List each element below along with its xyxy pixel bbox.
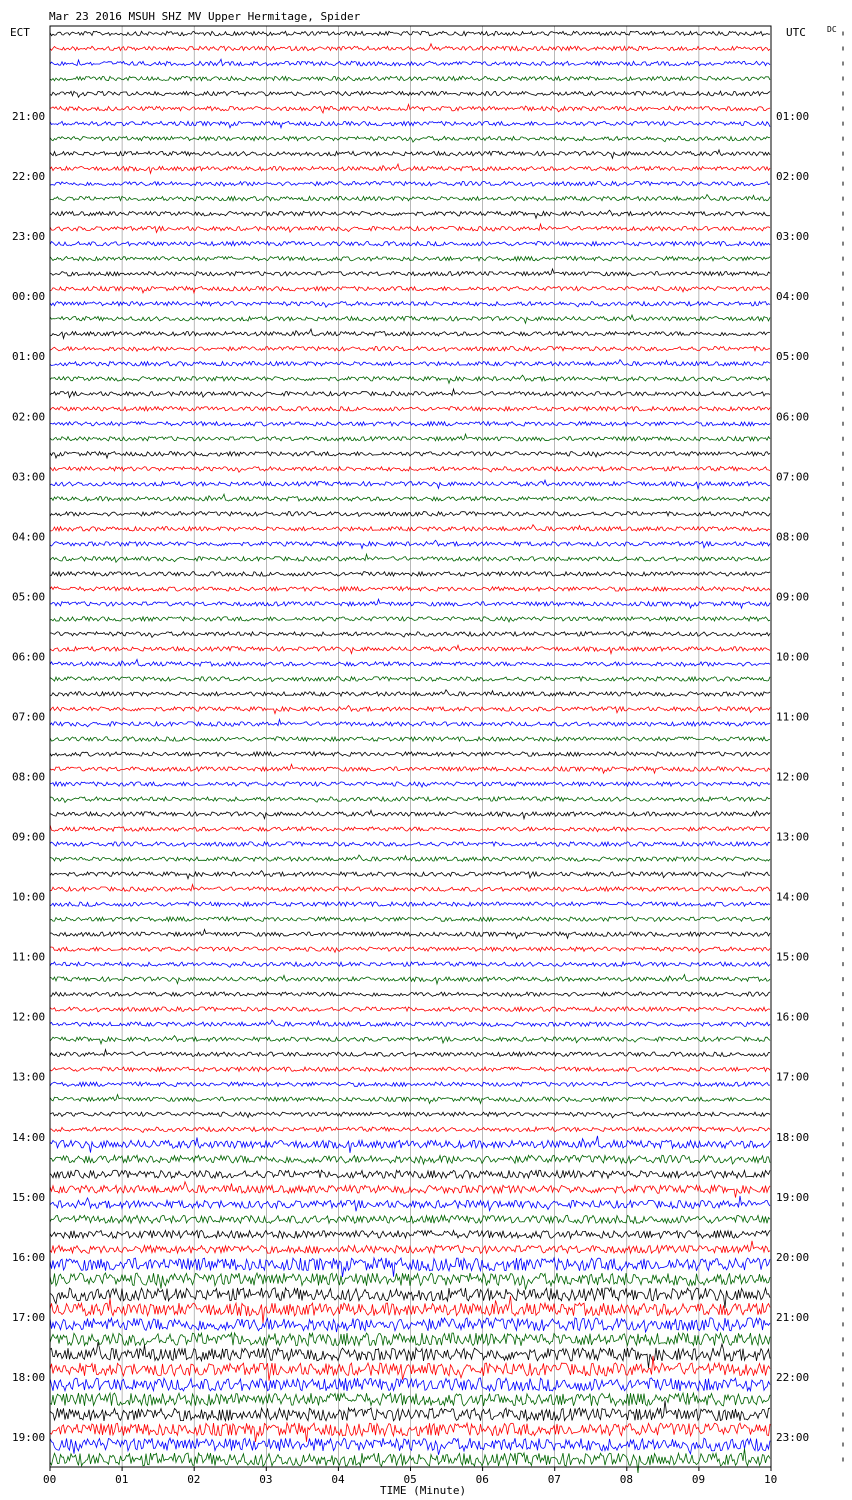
right-hour-label: 03:00 xyxy=(776,230,810,244)
trace-line xyxy=(50,764,770,773)
trace-line xyxy=(50,315,770,323)
x-tick-label: 07 xyxy=(547,1473,561,1486)
trace-line xyxy=(50,825,770,832)
right-hour-label: 19:00 xyxy=(776,1190,810,1204)
left-hour-label: 13:00 xyxy=(12,1070,46,1084)
trace-line xyxy=(50,181,770,186)
trace-line xyxy=(50,645,770,653)
x-tick-label: 06 xyxy=(475,1473,489,1486)
right-hour-label: 22:00 xyxy=(776,1370,810,1384)
right-hour-label: 04:00 xyxy=(776,290,810,304)
right-hour-label: 06:00 xyxy=(776,410,810,424)
x-axis-label: TIME (Minute) xyxy=(380,1484,467,1497)
right-hour-label: 01:00 xyxy=(776,110,810,124)
left-hour-label: 16:00 xyxy=(12,1250,46,1264)
trace-line xyxy=(50,467,770,473)
trace-line xyxy=(50,842,770,847)
trace-line xyxy=(50,1136,770,1153)
trace-line xyxy=(50,690,770,696)
trace-line xyxy=(50,632,770,638)
trace-line xyxy=(50,871,770,879)
trace-line xyxy=(50,375,770,383)
trace-line xyxy=(50,434,770,441)
trace-line xyxy=(50,1393,770,1406)
trace-line xyxy=(50,136,770,142)
right-hour-label: 02:00 xyxy=(776,170,810,184)
trace-line xyxy=(50,885,770,892)
trace-line xyxy=(50,1241,770,1254)
right-hour-label: 15:00 xyxy=(776,950,810,964)
left-hour-label: 15:00 xyxy=(12,1190,46,1204)
right-hour-label: 18:00 xyxy=(776,1130,810,1144)
trace-line xyxy=(50,1067,770,1071)
trace-line xyxy=(50,659,770,666)
right-hour-label: 21:00 xyxy=(776,1310,810,1324)
left-timezone-label: ECT xyxy=(10,26,30,39)
left-hour-label: 05:00 xyxy=(12,590,46,604)
trace-line xyxy=(50,195,770,201)
trace-line xyxy=(50,164,770,173)
trace-line xyxy=(50,512,770,517)
trace-line xyxy=(50,1333,770,1346)
trace-line xyxy=(50,1127,770,1132)
left-hour-label: 22:00 xyxy=(12,170,46,184)
trace-line xyxy=(50,242,770,246)
x-tick-label: 10 xyxy=(764,1473,778,1486)
trace-line xyxy=(50,797,770,803)
trace-line xyxy=(50,706,770,714)
left-hour-label: 23:00 xyxy=(12,230,46,244)
trace-line xyxy=(50,1020,770,1026)
trace-line xyxy=(50,962,770,967)
trace-line xyxy=(50,1112,770,1118)
x-tick-label: 01 xyxy=(115,1473,129,1486)
x-tick-label: 02 xyxy=(187,1473,201,1486)
right-hour-label: 17:00 xyxy=(776,1070,810,1084)
trace-line xyxy=(50,917,770,921)
left-hour-label: 08:00 xyxy=(12,770,46,784)
trace-line xyxy=(50,617,770,622)
trace-line xyxy=(50,44,770,51)
trace-line xyxy=(50,1230,770,1238)
trace-line xyxy=(50,902,770,906)
right-hour-label: 23:00 xyxy=(776,1430,810,1444)
left-hour-label: 03:00 xyxy=(12,470,46,484)
trace-line xyxy=(50,347,770,352)
trace-line xyxy=(50,1423,770,1442)
trace-line xyxy=(50,287,770,293)
left-hour-label: 19:00 xyxy=(12,1430,46,1444)
trace-line xyxy=(50,302,770,308)
trace-line xyxy=(50,121,770,127)
x-tick-label: 00 xyxy=(43,1473,57,1486)
trace-line xyxy=(50,407,770,411)
trace-line xyxy=(50,1401,770,1422)
right-hour-axis xyxy=(776,110,809,1444)
trace-line xyxy=(50,540,770,548)
right-hour-label: 13:00 xyxy=(776,830,810,844)
trace-line xyxy=(50,150,770,158)
trace-line xyxy=(50,1050,770,1057)
trace-line xyxy=(50,389,770,398)
x-tick-label: 03 xyxy=(259,1473,273,1486)
x-tick-label: 08 xyxy=(619,1473,634,1486)
left-hour-label: 14:00 xyxy=(12,1130,46,1144)
left-hour-label: 11:00 xyxy=(12,950,46,964)
trace-line xyxy=(50,1095,770,1104)
trace-line xyxy=(50,91,770,97)
trace-line xyxy=(50,719,770,726)
trace-line xyxy=(50,587,770,591)
trace-group xyxy=(50,31,770,1473)
left-hour-label: 21:00 xyxy=(12,110,46,124)
right-hour-label: 16:00 xyxy=(776,1010,810,1024)
left-hour-label: 18:00 xyxy=(12,1370,46,1384)
trace-line xyxy=(50,1182,770,1198)
left-hour-label: 12:00 xyxy=(12,1010,46,1024)
left-hour-label: 09:00 xyxy=(12,830,46,844)
left-hour-label: 17:00 xyxy=(12,1310,46,1324)
trace-line xyxy=(50,1155,770,1164)
trace-line xyxy=(50,929,770,938)
trace-line xyxy=(50,1007,770,1012)
left-hour-label: 02:00 xyxy=(12,410,46,424)
right-hour-label: 09:00 xyxy=(776,590,810,604)
left-hour-label: 06:00 xyxy=(12,650,46,664)
trace-line xyxy=(50,599,770,608)
trace-line xyxy=(50,525,770,531)
left-hour-axis xyxy=(12,110,45,1444)
trace-line xyxy=(50,737,770,741)
trace-line xyxy=(50,104,770,113)
trace-line xyxy=(50,975,770,984)
right-hour-label: 11:00 xyxy=(776,710,810,724)
left-hour-label: 10:00 xyxy=(12,890,46,904)
left-hour-label: 01:00 xyxy=(12,350,46,364)
trace-line xyxy=(50,31,770,35)
right-hour-label: 12:00 xyxy=(776,770,810,784)
trace-line xyxy=(50,1215,770,1223)
trace-line xyxy=(50,1318,770,1332)
trace-line xyxy=(50,855,770,861)
trace-line xyxy=(50,452,770,458)
trace-line xyxy=(50,224,770,233)
right-hour-label: 07:00 xyxy=(776,470,810,484)
trace-line xyxy=(50,1288,770,1308)
right-hour-label: 10:00 xyxy=(776,650,810,664)
trace-line xyxy=(50,992,770,997)
dc-label: DC xyxy=(827,25,837,34)
right-timezone-label: UTC xyxy=(786,26,806,39)
trace-line xyxy=(50,554,770,562)
left-hour-label: 07:00 xyxy=(12,710,46,724)
trace-line xyxy=(50,210,770,218)
trace-line xyxy=(50,752,770,756)
trace-line xyxy=(50,782,770,787)
right-hour-label: 20:00 xyxy=(776,1250,810,1264)
trace-line xyxy=(50,1378,770,1391)
trace-line xyxy=(50,494,770,501)
x-tick-label: 05 xyxy=(403,1473,417,1486)
trace-line xyxy=(50,947,770,953)
trace-line xyxy=(50,1438,770,1455)
trace-line xyxy=(50,1296,770,1323)
trace-line xyxy=(50,1273,770,1290)
trace-line xyxy=(50,329,770,338)
trace-line xyxy=(50,572,770,576)
trace-line xyxy=(50,257,770,261)
trace-line xyxy=(50,59,770,66)
chart-title: Mar 23 2016 MSUH SHZ MV Upper Hermitage, Spider xyxy=(49,10,361,23)
x-tick-label: 09 xyxy=(691,1473,706,1486)
right-hour-label: 05:00 xyxy=(776,350,810,364)
left-hour-label: 00:00 xyxy=(12,290,46,304)
trace-line xyxy=(50,1196,770,1211)
trace-line xyxy=(50,1170,770,1178)
right-hour-label: 08:00 xyxy=(776,530,810,544)
trace-line xyxy=(50,76,770,80)
x-tick-label: 04 xyxy=(331,1473,345,1486)
left-hour-label: 04:00 xyxy=(12,530,46,544)
trace-line xyxy=(50,810,770,818)
trace-line xyxy=(50,1082,770,1086)
trace-line xyxy=(50,269,770,276)
trace-line xyxy=(50,1036,770,1044)
trace-line xyxy=(50,422,770,426)
trace-line xyxy=(50,480,770,488)
trace-line xyxy=(50,360,770,366)
right-hour-label: 14:00 xyxy=(776,890,810,904)
trace-line xyxy=(50,677,770,682)
